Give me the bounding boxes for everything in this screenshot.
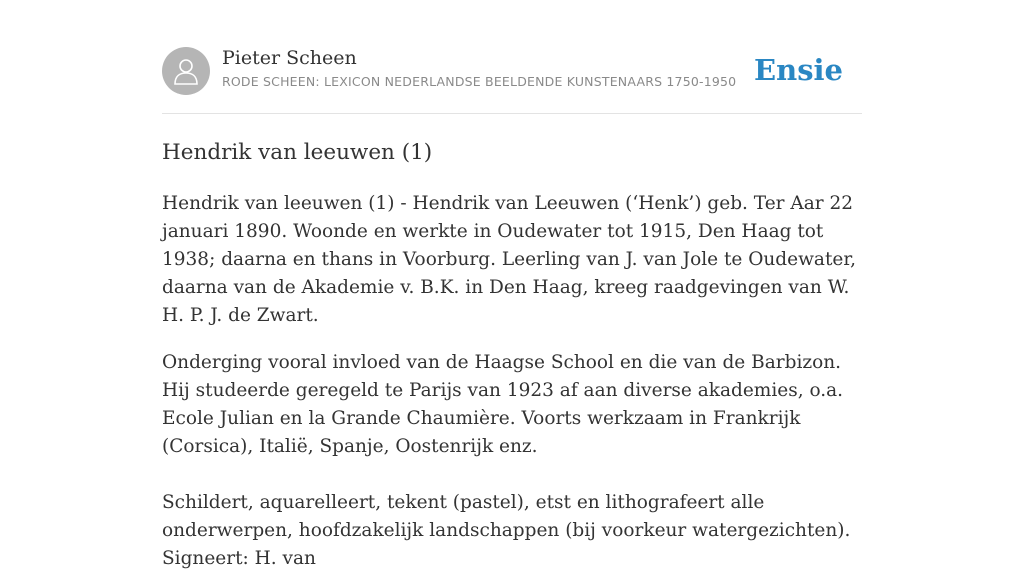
header-divider	[162, 113, 862, 114]
article-title: Hendrik van leeuwen (1)	[162, 140, 433, 165]
author-avatar[interactable]	[162, 47, 210, 95]
user-icon	[173, 57, 199, 85]
source-name[interactable]: RODE SCHEEN: LEXICON NEDERLANDSE BEELDENDE KUNSTENAARS 1750-1950	[222, 74, 737, 89]
ensie-logo[interactable]: Ensie	[754, 53, 843, 87]
paragraph: Hendrik van leeuwen (1) - Hendrik van Leeuwen (‘Henk’) geb. Ter Aar 22 januari 1890. Woonde en werkte in Oudewater tot 1915, Den Haag tot 1938; daarna en thans in Voorburg. Leerling van J. van Jole te Oudewater, daarna van de Akademie v. B.K. in Den Haag, kreeg raadgevingen van W. H. P. J. de Zwart.	[162, 193, 857, 326]
author-name[interactable]: Pieter Scheen	[222, 47, 357, 69]
paragraph: Onderging vooral invloed van de Haagse School en die van de Barbizon. Hij studeerde geregeld te Parijs van 1923 af aan diverse akademies, o.a. Ecole Julian en la Grande Chaumière. Voorts werkzaam in Frankrijk (Corsica), Italië, Spanje, Oostenrijk enz.	[162, 352, 844, 457]
article-header	[162, 46, 862, 96]
article-body	[162, 190, 862, 573]
paragraph: Schildert, aquarelleert, tekent (pastel), etst en lithografeert alle onderwerpen, hoofdzakelijk landschappen (bij voorkeur watergezichten). Signeert: H. van	[162, 492, 851, 569]
